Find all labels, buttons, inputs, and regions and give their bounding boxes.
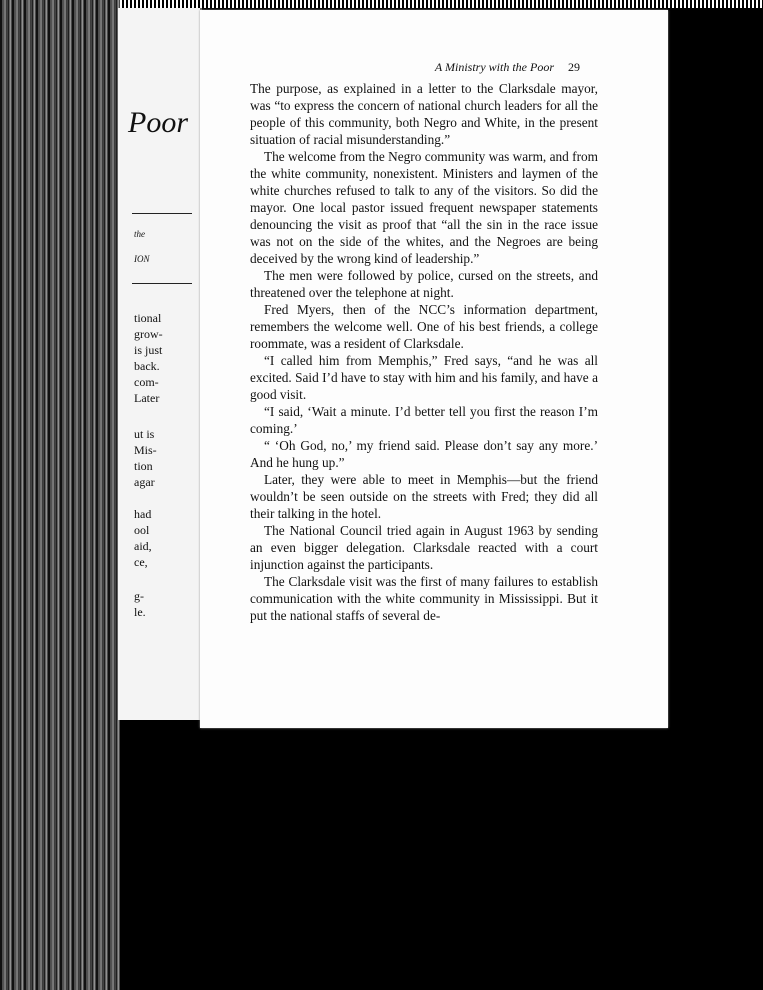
paragraph: Fred Myers, then of the NCC’s information department, remembers the welcome well. One of his best friends, a college roommate, was a resident of Clarksdale.	[250, 302, 598, 351]
facing-page-fragment-line: grow-	[134, 327, 163, 341]
facing-page-fragment-line: ce,	[134, 555, 148, 569]
paragraph: The welcome from the Negro community was warm, and from the white community, nonexistent. Ministers and laymen of the white churches refused to talk to any of the visitors. So did the mayor. One local pastor issued frequent newspaper statements denouncing the visit as proof that “all the sin in the race issue was not on the side of the whites, and the Negroes are being deceived by the wrong kind of leadership.”	[250, 149, 598, 266]
facing-page-rule	[132, 283, 192, 284]
paragraph: “I called him from Memphis,” Fred says, “and he was all excited. Said I’d have to stay with him and his family, and have a good visit.	[250, 353, 598, 402]
scanner-streaks	[0, 0, 120, 990]
facing-page-fragment-line: tional	[134, 311, 162, 325]
facing-page-fragment-line: ION	[134, 254, 150, 264]
running-title: A Ministry with the Poor	[434, 60, 554, 74]
facing-page-fragment	[118, 8, 202, 720]
paragraph: Later, they were able to meet in Memphis—but the friend wouldn’t be seen outside on the streets with Fred; they did all their talking in the hotel.	[250, 472, 598, 521]
book-page	[200, 10, 668, 728]
facing-page-fragment-line: le.	[134, 605, 146, 619]
running-header	[200, 60, 580, 75]
body-text	[250, 80, 598, 624]
paragraph: The purpose, as explained in a letter to the Clarksdale mayor, was “to express the concern of national church leaders for all the people of this community, both Negro and White, in the present situation of racial misunderstanding.”	[250, 81, 598, 147]
paragraph: The men were followed by police, cursed on the streets, and threatened over the telephone at night.	[250, 268, 598, 300]
facing-page-fragment-line: ut is	[134, 427, 155, 441]
paragraph: The National Council tried again in August 1963 by sending an even bigger delegation. Clarksdale reacted with a court injunction against the participants.	[250, 523, 598, 572]
facing-page-fragment-line: ool	[134, 523, 150, 537]
paragraph: The Clarksdale visit was the first of many failures to establish communication with the white community in Mississippi. But it put the national staffs of several de-	[250, 574, 598, 623]
page-number: 29	[568, 60, 580, 74]
facing-page-fragment-line: Later	[134, 391, 160, 405]
facing-page-fragment-line: Mis-	[134, 443, 157, 457]
facing-page-fragment-line: com-	[134, 375, 159, 389]
facing-page-fragment-line: is just	[134, 343, 163, 357]
facing-page-fragment-line: back.	[134, 359, 160, 373]
facing-page-fragment-line: g-	[134, 589, 144, 603]
facing-page-fragment-line: had	[134, 507, 152, 521]
facing-page-fragment-line: aid,	[134, 539, 152, 553]
facing-page-rule	[132, 213, 192, 214]
facing-page-fragment-line: tion	[134, 459, 153, 473]
facing-page-fragment-line: agar	[134, 475, 155, 489]
paragraph: “ ‘Oh God, no,’ my friend said. Please don’t say any more.’ And he hung up.”	[250, 438, 598, 470]
facing-page-fragment-line: the	[134, 229, 145, 239]
facing-page-title-fragment: Poor	[128, 106, 188, 139]
paragraph: “I said, ‘Wait a minute. I’d better tell you first the reason I’m coming.’	[250, 404, 598, 436]
